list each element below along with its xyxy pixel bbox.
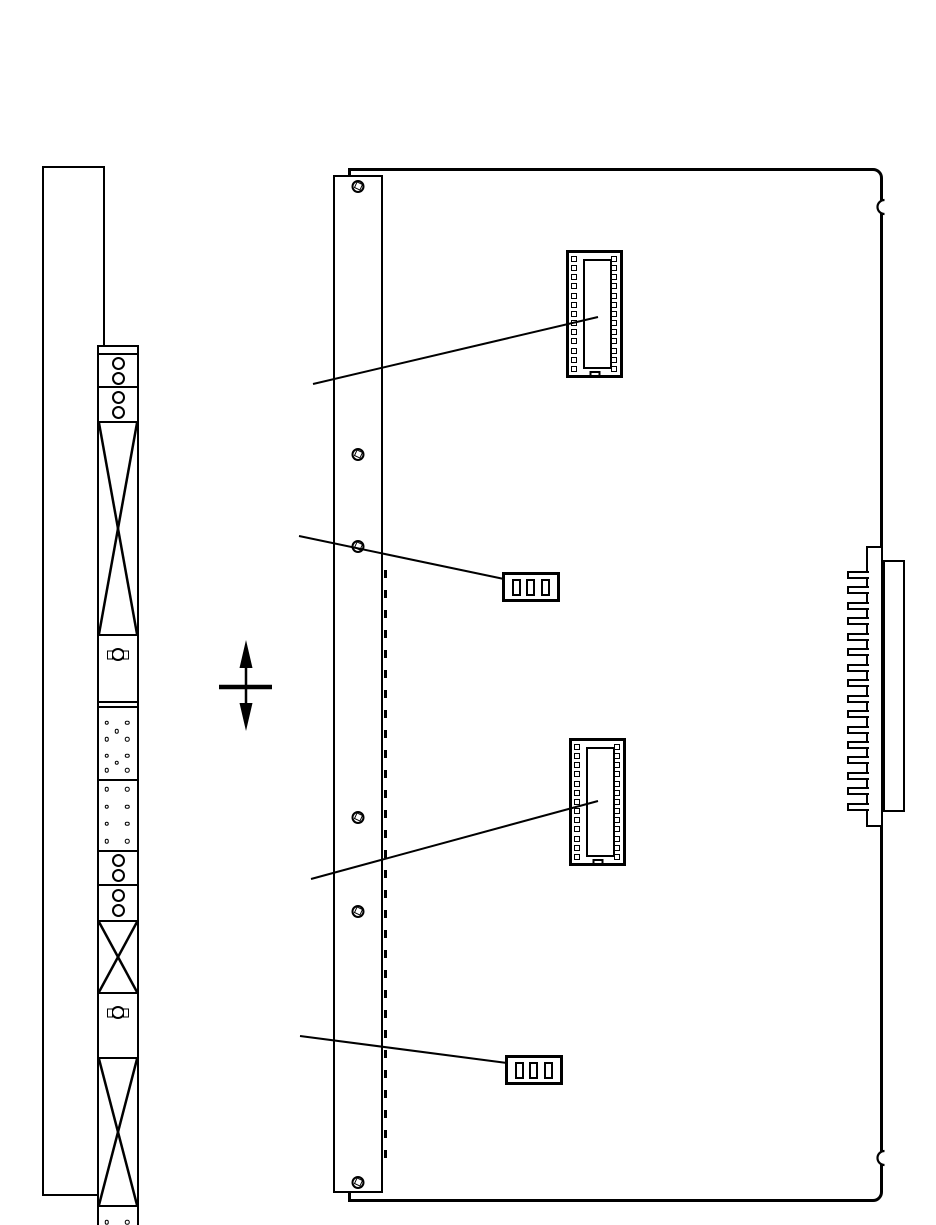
orientation-arrow: [219, 640, 272, 731]
chip-outline: [583, 259, 612, 369]
front-panel-outer: [42, 166, 105, 1196]
socket-pin: [574, 781, 580, 787]
x-cross: [99, 1059, 137, 1205]
panel-hole: [112, 854, 125, 867]
connector-tooth: [847, 710, 869, 718]
panel-section-fastener: [99, 994, 137, 1059]
vent-dot: [104, 787, 109, 792]
panel-section-xbox: [99, 423, 137, 636]
panel-section-holes: [99, 886, 137, 922]
socket-pin: [571, 256, 577, 262]
panel-section-vents: [99, 781, 137, 852]
connector-tooth: [847, 571, 869, 579]
panel-hole: [112, 372, 125, 385]
connector-tooth: [847, 803, 869, 811]
socket-pin: [574, 808, 580, 814]
socket-pin: [574, 744, 580, 750]
arrow-head-down: [240, 703, 253, 731]
socket-pin: [571, 311, 577, 317]
vent-dot: [104, 839, 109, 844]
panel-hole: [112, 391, 125, 404]
socket-pin: [571, 274, 577, 280]
ic-socket-upper: [566, 250, 623, 378]
bracket-screw: [352, 1176, 365, 1189]
bracket-screw: [352, 905, 365, 918]
socket-pin: [571, 302, 577, 308]
panel-section-vents: [99, 708, 137, 781]
front-panel-face: [97, 345, 139, 1225]
socket-pin: [574, 753, 580, 759]
bracket-screw: [352, 811, 365, 824]
panel-hole: [112, 406, 125, 419]
jumper-pin: [526, 579, 535, 596]
bracket-screw: [352, 540, 365, 553]
socket-pin: [571, 329, 577, 335]
connector-tooth: [847, 756, 869, 764]
panel-hole: [112, 357, 125, 370]
socket-pin-column: [614, 744, 621, 860]
socket-pin: [571, 338, 577, 344]
socket-pin: [574, 790, 580, 796]
vent-dot: [125, 787, 130, 792]
arrow-head-up: [240, 640, 253, 668]
connector-tooth: [847, 772, 869, 780]
vent-dot: [125, 737, 130, 742]
panel-section-xbox: [99, 1059, 137, 1207]
vent-dot: [125, 839, 130, 844]
x-cross: [99, 922, 137, 992]
socket-pin: [571, 357, 577, 363]
socket-notch: [592, 859, 603, 865]
panel-section-bar: [99, 347, 137, 355]
vent-dot: [104, 804, 109, 809]
panel-section-holes: [99, 388, 137, 423]
edge-connector-tab: [883, 560, 905, 812]
connector-tooth: [847, 695, 869, 703]
socket-pin: [571, 293, 577, 299]
fastener-symbol: [111, 648, 125, 661]
panel-hole: [112, 869, 125, 882]
bracket-serrated-edge: [384, 570, 387, 1162]
panel-hole: [112, 904, 125, 917]
socket-pin: [574, 845, 580, 851]
panel-section-fastener: [99, 636, 137, 703]
connector-tooth: [847, 664, 869, 672]
socket-pin: [574, 771, 580, 777]
panel-section-holes: [99, 355, 137, 388]
jumper-pin: [515, 1062, 524, 1079]
connector-tooth: [847, 787, 869, 795]
vent-dot: [104, 768, 109, 773]
socket-pin: [574, 836, 580, 842]
panel-section-xbox: [99, 922, 137, 994]
jumper-block-lower: [505, 1055, 563, 1085]
socket-pin: [574, 799, 580, 805]
socket-pin: [571, 283, 577, 289]
socket-pin-column: [571, 256, 578, 372]
vent-dot: [115, 729, 120, 734]
chip-outline: [586, 747, 615, 857]
socket-pin: [574, 826, 580, 832]
vent-dot: [125, 1220, 130, 1225]
socket-pin: [574, 854, 580, 860]
panel-section-holes: [99, 852, 137, 886]
connector-tooth: [847, 648, 869, 656]
bracket-screw: [352, 180, 365, 193]
vent-dot: [125, 768, 130, 773]
bracket-screw: [352, 448, 365, 461]
connector-tooth: [847, 741, 869, 749]
vent-dot: [104, 822, 109, 827]
x-cross: [99, 423, 137, 634]
jumper-pin: [541, 579, 550, 596]
socket-pin: [571, 348, 577, 354]
jumper-pin: [544, 1062, 553, 1079]
bracket-strip: [333, 175, 383, 1193]
jumper-block-upper: [502, 572, 560, 602]
vent-dot: [125, 822, 130, 827]
front-panel-sections: [99, 347, 137, 1225]
fastener-symbol: [111, 1006, 125, 1019]
vent-dot: [125, 753, 130, 758]
socket-pin: [574, 817, 580, 823]
vent-dot: [104, 737, 109, 742]
connector-tooth: [847, 586, 869, 594]
connector-tooth: [847, 602, 869, 610]
panel-section-vents: [99, 1207, 137, 1225]
socket-pin: [574, 762, 580, 768]
jumper-pin: [512, 579, 521, 596]
socket-pin: [571, 366, 577, 372]
vent-dot: [115, 760, 120, 765]
connector-tooth: [847, 726, 869, 734]
ic-socket-lower: [569, 738, 626, 866]
connector-tooth: [847, 633, 869, 641]
vent-dot: [125, 721, 130, 726]
vent-dot: [125, 804, 130, 809]
vent-dot: [104, 753, 109, 758]
socket-pin-column: [611, 256, 618, 372]
jumper-pin: [529, 1062, 538, 1079]
connector-tooth: [847, 679, 869, 687]
socket-pin: [571, 265, 577, 271]
socket-pin-column: [574, 744, 581, 860]
panel-hole: [112, 889, 125, 902]
vent-dot: [104, 1220, 109, 1225]
connector-tooth: [847, 617, 869, 625]
vent-dot: [104, 721, 109, 726]
socket-pin: [571, 320, 577, 326]
socket-notch: [589, 371, 600, 377]
